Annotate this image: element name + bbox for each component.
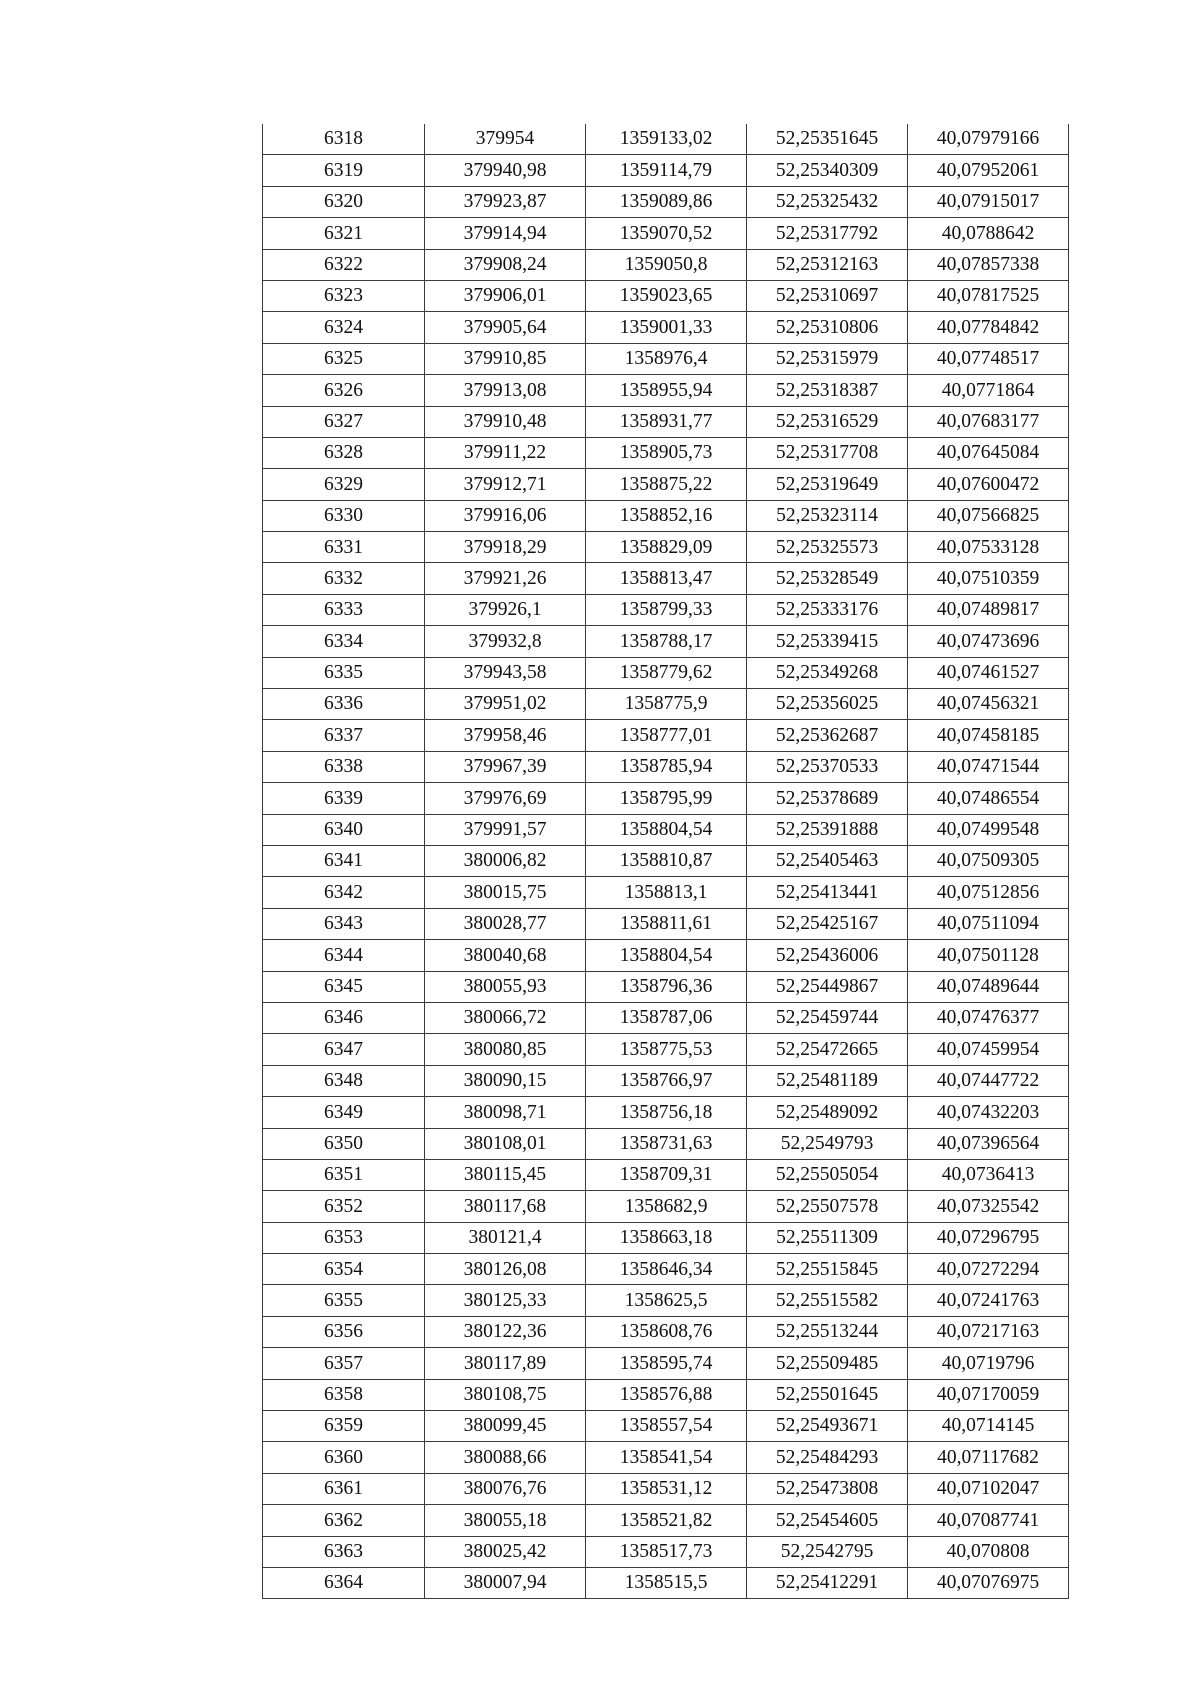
table-row bbox=[263, 1348, 1069, 1379]
point-number-cell: 6358 bbox=[263, 1379, 425, 1410]
table-row bbox=[263, 689, 1069, 720]
y-coordinate-cell: 1358777,01 bbox=[586, 720, 747, 751]
point-number-cell: 6322 bbox=[263, 249, 425, 280]
point-number-cell: 6333 bbox=[263, 594, 425, 625]
x-coordinate-cell: 379951,02 bbox=[425, 689, 586, 720]
point-number-cell: 6350 bbox=[263, 1128, 425, 1159]
table-row bbox=[263, 218, 1069, 249]
latitude-cell: 52,25493671 bbox=[747, 1411, 908, 1442]
longitude-cell: 40,07241763 bbox=[908, 1285, 1069, 1316]
y-coordinate-cell: 1358663,18 bbox=[586, 1222, 747, 1253]
table-row bbox=[263, 469, 1069, 500]
x-coordinate-cell: 380122,36 bbox=[425, 1316, 586, 1347]
longitude-cell: 40,07915017 bbox=[908, 186, 1069, 217]
latitude-cell: 52,25349268 bbox=[747, 657, 908, 688]
latitude-cell: 52,25513244 bbox=[747, 1316, 908, 1347]
x-coordinate-cell: 379911,22 bbox=[425, 437, 586, 468]
point-number-cell: 6345 bbox=[263, 971, 425, 1002]
point-number-cell: 6332 bbox=[263, 563, 425, 594]
longitude-cell: 40,07217163 bbox=[908, 1316, 1069, 1347]
latitude-cell: 52,2549793 bbox=[747, 1128, 908, 1159]
y-coordinate-cell: 1358829,09 bbox=[586, 532, 747, 563]
y-coordinate-cell: 1359050,8 bbox=[586, 249, 747, 280]
y-coordinate-cell: 1358541,54 bbox=[586, 1442, 747, 1473]
table-row bbox=[263, 1379, 1069, 1410]
x-coordinate-cell: 380040,68 bbox=[425, 940, 586, 971]
y-coordinate-cell: 1359023,65 bbox=[586, 280, 747, 311]
table-row bbox=[263, 720, 1069, 751]
point-number-cell: 6360 bbox=[263, 1442, 425, 1473]
point-number-cell: 6361 bbox=[263, 1473, 425, 1504]
y-coordinate-cell: 1358646,34 bbox=[586, 1254, 747, 1285]
table-row bbox=[263, 1254, 1069, 1285]
longitude-cell: 40,07817525 bbox=[908, 280, 1069, 311]
latitude-cell: 52,25319649 bbox=[747, 469, 908, 500]
longitude-cell: 40,07170059 bbox=[908, 1379, 1069, 1410]
x-coordinate-cell: 379921,26 bbox=[425, 563, 586, 594]
table-row bbox=[263, 563, 1069, 594]
y-coordinate-cell: 1359114,79 bbox=[586, 155, 747, 186]
longitude-cell: 40,07396564 bbox=[908, 1128, 1069, 1159]
point-number-cell: 6359 bbox=[263, 1411, 425, 1442]
table-row bbox=[263, 1411, 1069, 1442]
y-coordinate-cell: 1358810,87 bbox=[586, 845, 747, 876]
table-row bbox=[263, 532, 1069, 563]
point-number-cell: 6355 bbox=[263, 1285, 425, 1316]
x-coordinate-cell: 380117,89 bbox=[425, 1348, 586, 1379]
x-coordinate-cell: 379943,58 bbox=[425, 657, 586, 688]
x-coordinate-cell: 379913,08 bbox=[425, 375, 586, 406]
latitude-cell: 52,25459744 bbox=[747, 1002, 908, 1033]
point-number-cell: 6348 bbox=[263, 1065, 425, 1096]
latitude-cell: 52,25436006 bbox=[747, 940, 908, 971]
latitude-cell: 52,25317708 bbox=[747, 437, 908, 468]
latitude-cell: 52,25362687 bbox=[747, 720, 908, 751]
y-coordinate-cell: 1358931,77 bbox=[586, 406, 747, 437]
table-row bbox=[263, 1222, 1069, 1253]
point-number-cell: 6357 bbox=[263, 1348, 425, 1379]
x-coordinate-cell: 380098,71 bbox=[425, 1097, 586, 1128]
latitude-cell: 52,25310697 bbox=[747, 280, 908, 311]
table-row bbox=[263, 845, 1069, 876]
table-row bbox=[263, 1316, 1069, 1347]
table-row bbox=[263, 971, 1069, 1002]
point-number-cell: 6349 bbox=[263, 1097, 425, 1128]
longitude-cell: 40,07566825 bbox=[908, 500, 1069, 531]
latitude-cell: 52,25515845 bbox=[747, 1254, 908, 1285]
longitude-cell: 40,07117682 bbox=[908, 1442, 1069, 1473]
x-coordinate-cell: 379940,98 bbox=[425, 155, 586, 186]
table-row bbox=[263, 124, 1069, 155]
point-number-cell: 6323 bbox=[263, 280, 425, 311]
longitude-cell: 40,07512856 bbox=[908, 877, 1069, 908]
longitude-cell: 40,07683177 bbox=[908, 406, 1069, 437]
latitude-cell: 52,25473808 bbox=[747, 1473, 908, 1504]
longitude-cell: 40,07471544 bbox=[908, 751, 1069, 782]
latitude-cell: 52,25515582 bbox=[747, 1285, 908, 1316]
x-coordinate-cell: 380080,85 bbox=[425, 1034, 586, 1065]
x-coordinate-cell: 379991,57 bbox=[425, 814, 586, 845]
x-coordinate-cell: 379923,87 bbox=[425, 186, 586, 217]
table-row bbox=[263, 1002, 1069, 1033]
point-number-cell: 6363 bbox=[263, 1536, 425, 1567]
longitude-cell: 40,07533128 bbox=[908, 532, 1069, 563]
y-coordinate-cell: 1359001,33 bbox=[586, 312, 747, 343]
y-coordinate-cell: 1358799,33 bbox=[586, 594, 747, 625]
y-coordinate-cell: 1358517,73 bbox=[586, 1536, 747, 1567]
y-coordinate-cell: 1358795,99 bbox=[586, 783, 747, 814]
latitude-cell: 52,25315979 bbox=[747, 343, 908, 374]
table-row bbox=[263, 1034, 1069, 1065]
table-row bbox=[263, 280, 1069, 311]
latitude-cell: 52,25318387 bbox=[747, 375, 908, 406]
x-coordinate-cell: 379918,29 bbox=[425, 532, 586, 563]
y-coordinate-cell: 1358779,62 bbox=[586, 657, 747, 688]
longitude-cell: 40,07432203 bbox=[908, 1097, 1069, 1128]
point-number-cell: 6330 bbox=[263, 500, 425, 531]
point-number-cell: 6331 bbox=[263, 532, 425, 563]
longitude-cell: 40,07325542 bbox=[908, 1191, 1069, 1222]
y-coordinate-cell: 1358625,5 bbox=[586, 1285, 747, 1316]
point-number-cell: 6320 bbox=[263, 186, 425, 217]
latitude-cell: 52,25391888 bbox=[747, 814, 908, 845]
y-coordinate-cell: 1358976,4 bbox=[586, 343, 747, 374]
y-coordinate-cell: 1358595,74 bbox=[586, 1348, 747, 1379]
table-row bbox=[263, 1473, 1069, 1504]
y-coordinate-cell: 1359089,86 bbox=[586, 186, 747, 217]
latitude-cell: 52,25317792 bbox=[747, 218, 908, 249]
latitude-cell: 52,25325432 bbox=[747, 186, 908, 217]
latitude-cell: 52,25511309 bbox=[747, 1222, 908, 1253]
y-coordinate-cell: 1359133,02 bbox=[586, 124, 747, 155]
table-row bbox=[263, 343, 1069, 374]
y-coordinate-cell: 1358775,9 bbox=[586, 689, 747, 720]
latitude-cell: 52,25323114 bbox=[747, 500, 908, 531]
y-coordinate-cell: 1358813,1 bbox=[586, 877, 747, 908]
table-row bbox=[263, 908, 1069, 939]
table-row bbox=[263, 940, 1069, 971]
longitude-cell: 40,07510359 bbox=[908, 563, 1069, 594]
point-number-cell: 6364 bbox=[263, 1567, 425, 1598]
table-row bbox=[263, 1191, 1069, 1222]
table-row bbox=[263, 1505, 1069, 1536]
latitude-cell: 52,25484293 bbox=[747, 1442, 908, 1473]
latitude-cell: 52,25316529 bbox=[747, 406, 908, 437]
latitude-cell: 52,25481189 bbox=[747, 1065, 908, 1096]
point-number-cell: 6334 bbox=[263, 626, 425, 657]
point-number-cell: 6353 bbox=[263, 1222, 425, 1253]
x-coordinate-cell: 380099,45 bbox=[425, 1411, 586, 1442]
point-number-cell: 6318 bbox=[263, 124, 425, 155]
point-number-cell: 6346 bbox=[263, 1002, 425, 1033]
point-number-cell: 6324 bbox=[263, 312, 425, 343]
latitude-cell: 52,25378689 bbox=[747, 783, 908, 814]
longitude-cell: 40,07102047 bbox=[908, 1473, 1069, 1504]
table-row bbox=[263, 626, 1069, 657]
longitude-cell: 40,07511094 bbox=[908, 908, 1069, 939]
longitude-cell: 40,07600472 bbox=[908, 469, 1069, 500]
longitude-cell: 40,07076975 bbox=[908, 1567, 1069, 1598]
table-row bbox=[263, 1285, 1069, 1316]
point-number-cell: 6325 bbox=[263, 343, 425, 374]
point-number-cell: 6339 bbox=[263, 783, 425, 814]
table-row bbox=[263, 186, 1069, 217]
latitude-cell: 52,25505054 bbox=[747, 1159, 908, 1190]
point-number-cell: 6341 bbox=[263, 845, 425, 876]
y-coordinate-cell: 1358875,22 bbox=[586, 469, 747, 500]
point-number-cell: 6337 bbox=[263, 720, 425, 751]
point-number-cell: 6328 bbox=[263, 437, 425, 468]
table-row bbox=[263, 783, 1069, 814]
latitude-cell: 52,25449867 bbox=[747, 971, 908, 1002]
latitude-cell: 52,25501645 bbox=[747, 1379, 908, 1410]
y-coordinate-cell: 1358804,54 bbox=[586, 814, 747, 845]
point-number-cell: 6336 bbox=[263, 689, 425, 720]
table-row bbox=[263, 437, 1069, 468]
x-coordinate-cell: 380117,68 bbox=[425, 1191, 586, 1222]
table-row bbox=[263, 1159, 1069, 1190]
table-row bbox=[263, 375, 1069, 406]
table-row bbox=[263, 500, 1069, 531]
longitude-cell: 40,0736413 bbox=[908, 1159, 1069, 1190]
point-number-cell: 6338 bbox=[263, 751, 425, 782]
x-coordinate-cell: 380066,72 bbox=[425, 1002, 586, 1033]
x-coordinate-cell: 379906,01 bbox=[425, 280, 586, 311]
longitude-cell: 40,0719796 bbox=[908, 1348, 1069, 1379]
longitude-cell: 40,07979166 bbox=[908, 124, 1069, 155]
longitude-cell: 40,07645084 bbox=[908, 437, 1069, 468]
table-row bbox=[263, 594, 1069, 625]
latitude-cell: 52,25509485 bbox=[747, 1348, 908, 1379]
y-coordinate-cell: 1358788,17 bbox=[586, 626, 747, 657]
table-row bbox=[263, 751, 1069, 782]
latitude-cell: 52,25356025 bbox=[747, 689, 908, 720]
latitude-cell: 52,2542795 bbox=[747, 1536, 908, 1567]
latitude-cell: 52,25412291 bbox=[747, 1567, 908, 1598]
latitude-cell: 52,25472665 bbox=[747, 1034, 908, 1065]
point-number-cell: 6327 bbox=[263, 406, 425, 437]
x-coordinate-cell: 380006,82 bbox=[425, 845, 586, 876]
x-coordinate-cell: 379916,06 bbox=[425, 500, 586, 531]
x-coordinate-cell: 380088,66 bbox=[425, 1442, 586, 1473]
point-number-cell: 6329 bbox=[263, 469, 425, 500]
x-coordinate-cell: 380125,33 bbox=[425, 1285, 586, 1316]
x-coordinate-cell: 380126,08 bbox=[425, 1254, 586, 1285]
latitude-cell: 52,25339415 bbox=[747, 626, 908, 657]
longitude-cell: 40,0788642 bbox=[908, 218, 1069, 249]
latitude-cell: 52,25454605 bbox=[747, 1505, 908, 1536]
latitude-cell: 52,25333176 bbox=[747, 594, 908, 625]
point-number-cell: 6347 bbox=[263, 1034, 425, 1065]
longitude-cell: 40,07784842 bbox=[908, 312, 1069, 343]
y-coordinate-cell: 1358515,5 bbox=[586, 1567, 747, 1598]
point-number-cell: 6344 bbox=[263, 940, 425, 971]
latitude-cell: 52,25413441 bbox=[747, 877, 908, 908]
x-coordinate-cell: 379976,69 bbox=[425, 783, 586, 814]
latitude-cell: 52,25312163 bbox=[747, 249, 908, 280]
point-number-cell: 6335 bbox=[263, 657, 425, 688]
point-number-cell: 6352 bbox=[263, 1191, 425, 1222]
point-number-cell: 6340 bbox=[263, 814, 425, 845]
table-row bbox=[263, 155, 1069, 186]
x-coordinate-cell: 379958,46 bbox=[425, 720, 586, 751]
x-coordinate-cell: 379967,39 bbox=[425, 751, 586, 782]
x-coordinate-cell: 380007,94 bbox=[425, 1567, 586, 1598]
y-coordinate-cell: 1358796,36 bbox=[586, 971, 747, 1002]
x-coordinate-cell: 379910,48 bbox=[425, 406, 586, 437]
longitude-cell: 40,07499548 bbox=[908, 814, 1069, 845]
y-coordinate-cell: 1359070,52 bbox=[586, 218, 747, 249]
point-number-cell: 6343 bbox=[263, 908, 425, 939]
y-coordinate-cell: 1358608,76 bbox=[586, 1316, 747, 1347]
x-coordinate-cell: 380115,45 bbox=[425, 1159, 586, 1190]
x-coordinate-cell: 380015,75 bbox=[425, 877, 586, 908]
y-coordinate-cell: 1358813,47 bbox=[586, 563, 747, 594]
table-row bbox=[263, 249, 1069, 280]
point-number-cell: 6351 bbox=[263, 1159, 425, 1190]
y-coordinate-cell: 1358775,53 bbox=[586, 1034, 747, 1065]
table-row bbox=[263, 1536, 1069, 1567]
x-coordinate-cell: 380108,75 bbox=[425, 1379, 586, 1410]
point-number-cell: 6321 bbox=[263, 218, 425, 249]
y-coordinate-cell: 1358731,63 bbox=[586, 1128, 747, 1159]
coordinates-table bbox=[262, 124, 1069, 1599]
x-coordinate-cell: 379908,24 bbox=[425, 249, 586, 280]
x-coordinate-cell: 379954 bbox=[425, 124, 586, 155]
table-row bbox=[263, 1065, 1069, 1096]
table-row bbox=[263, 657, 1069, 688]
longitude-cell: 40,07447722 bbox=[908, 1065, 1069, 1096]
longitude-cell: 40,070808 bbox=[908, 1536, 1069, 1567]
x-coordinate-cell: 380025,42 bbox=[425, 1536, 586, 1567]
longitude-cell: 40,07456321 bbox=[908, 689, 1069, 720]
y-coordinate-cell: 1358787,06 bbox=[586, 1002, 747, 1033]
latitude-cell: 52,25425167 bbox=[747, 908, 908, 939]
longitude-cell: 40,07459954 bbox=[908, 1034, 1069, 1065]
x-coordinate-cell: 379905,64 bbox=[425, 312, 586, 343]
point-number-cell: 6362 bbox=[263, 1505, 425, 1536]
longitude-cell: 40,07489644 bbox=[908, 971, 1069, 1002]
table-row bbox=[263, 1128, 1069, 1159]
x-coordinate-cell: 380055,93 bbox=[425, 971, 586, 1002]
x-coordinate-cell: 379914,94 bbox=[425, 218, 586, 249]
latitude-cell: 52,25310806 bbox=[747, 312, 908, 343]
latitude-cell: 52,25351645 bbox=[747, 124, 908, 155]
x-coordinate-cell: 380108,01 bbox=[425, 1128, 586, 1159]
longitude-cell: 40,0714145 bbox=[908, 1411, 1069, 1442]
coordinates-table-body bbox=[263, 124, 1069, 1599]
longitude-cell: 40,07296795 bbox=[908, 1222, 1069, 1253]
x-coordinate-cell: 380076,76 bbox=[425, 1473, 586, 1504]
table-row bbox=[263, 312, 1069, 343]
x-coordinate-cell: 379926,1 bbox=[425, 594, 586, 625]
longitude-cell: 40,07486554 bbox=[908, 783, 1069, 814]
table-row bbox=[263, 1097, 1069, 1128]
point-number-cell: 6356 bbox=[263, 1316, 425, 1347]
y-coordinate-cell: 1358766,97 bbox=[586, 1065, 747, 1096]
longitude-cell: 40,07272294 bbox=[908, 1254, 1069, 1285]
y-coordinate-cell: 1358756,18 bbox=[586, 1097, 747, 1128]
longitude-cell: 40,07087741 bbox=[908, 1505, 1069, 1536]
latitude-cell: 52,25370533 bbox=[747, 751, 908, 782]
x-coordinate-cell: 379932,8 bbox=[425, 626, 586, 657]
point-number-cell: 6326 bbox=[263, 375, 425, 406]
latitude-cell: 52,25405463 bbox=[747, 845, 908, 876]
table-row bbox=[263, 1567, 1069, 1598]
latitude-cell: 52,25340309 bbox=[747, 155, 908, 186]
longitude-cell: 40,07461527 bbox=[908, 657, 1069, 688]
y-coordinate-cell: 1358955,94 bbox=[586, 375, 747, 406]
longitude-cell: 40,07476377 bbox=[908, 1002, 1069, 1033]
latitude-cell: 52,25328549 bbox=[747, 563, 908, 594]
table-row bbox=[263, 406, 1069, 437]
x-coordinate-cell: 380090,15 bbox=[425, 1065, 586, 1096]
y-coordinate-cell: 1358811,61 bbox=[586, 908, 747, 939]
table-row bbox=[263, 877, 1069, 908]
longitude-cell: 40,07473696 bbox=[908, 626, 1069, 657]
table-row bbox=[263, 814, 1069, 845]
table-row bbox=[263, 1442, 1069, 1473]
latitude-cell: 52,25507578 bbox=[747, 1191, 908, 1222]
longitude-cell: 40,07748517 bbox=[908, 343, 1069, 374]
longitude-cell: 40,07458185 bbox=[908, 720, 1069, 751]
point-number-cell: 6319 bbox=[263, 155, 425, 186]
x-coordinate-cell: 380121,4 bbox=[425, 1222, 586, 1253]
point-number-cell: 6354 bbox=[263, 1254, 425, 1285]
longitude-cell: 40,07509305 bbox=[908, 845, 1069, 876]
y-coordinate-cell: 1358531,12 bbox=[586, 1473, 747, 1504]
y-coordinate-cell: 1358576,88 bbox=[586, 1379, 747, 1410]
y-coordinate-cell: 1358709,31 bbox=[586, 1159, 747, 1190]
latitude-cell: 52,25325573 bbox=[747, 532, 908, 563]
longitude-cell: 40,07952061 bbox=[908, 155, 1069, 186]
y-coordinate-cell: 1358804,54 bbox=[586, 940, 747, 971]
y-coordinate-cell: 1358682,9 bbox=[586, 1191, 747, 1222]
longitude-cell: 40,07501128 bbox=[908, 940, 1069, 971]
x-coordinate-cell: 380055,18 bbox=[425, 1505, 586, 1536]
longitude-cell: 40,07857338 bbox=[908, 249, 1069, 280]
y-coordinate-cell: 1358557,54 bbox=[586, 1411, 747, 1442]
x-coordinate-cell: 380028,77 bbox=[425, 908, 586, 939]
latitude-cell: 52,25489092 bbox=[747, 1097, 908, 1128]
y-coordinate-cell: 1358785,94 bbox=[586, 751, 747, 782]
y-coordinate-cell: 1358852,16 bbox=[586, 500, 747, 531]
x-coordinate-cell: 379910,85 bbox=[425, 343, 586, 374]
y-coordinate-cell: 1358521,82 bbox=[586, 1505, 747, 1536]
point-number-cell: 6342 bbox=[263, 877, 425, 908]
x-coordinate-cell: 379912,71 bbox=[425, 469, 586, 500]
y-coordinate-cell: 1358905,73 bbox=[586, 437, 747, 468]
longitude-cell: 40,07489817 bbox=[908, 594, 1069, 625]
longitude-cell: 40,0771864 bbox=[908, 375, 1069, 406]
